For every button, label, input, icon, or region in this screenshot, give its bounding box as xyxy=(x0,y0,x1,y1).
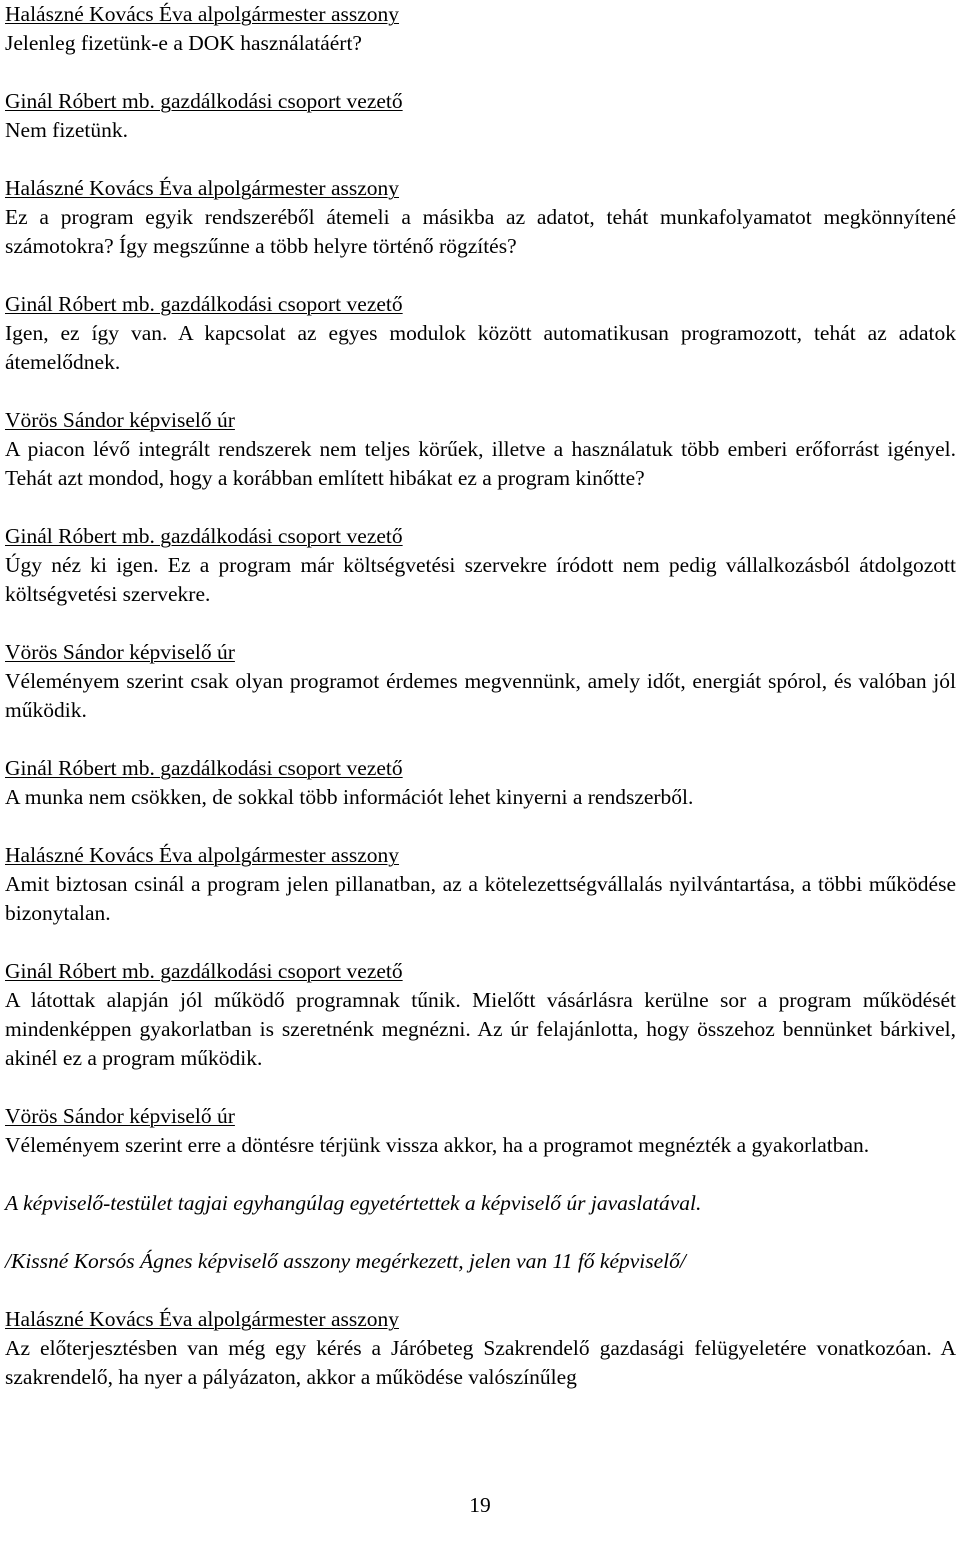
speech-text: Véleményem szerint csak olyan programot érdemes megvennünk, amely időt, energiát spórol, és valóban jól működik. xyxy=(5,669,956,722)
speaker-name: Ginál Róbert mb. gazdálkodási csoport vezető xyxy=(5,89,403,113)
speaker-name: Ginál Róbert mb. gazdálkodási csoport vezető xyxy=(5,292,403,316)
attendance-note: /Kissné Korsós Ágnes képviselő asszony megérkezett, jelen van 11 fő képviselő/ xyxy=(5,1249,686,1273)
speech-text: Amit biztosan csinál a program jelen pillanatban, az a kötelezettségvállalás nyilvántartása, a többi működése bizonytalan. xyxy=(5,872,956,925)
speaker-name: Ginál Róbert mb. gazdálkodási csoport vezető xyxy=(5,959,403,983)
speech-block xyxy=(5,174,956,261)
speech-block xyxy=(5,1305,956,1392)
speaker-name: Halászné Kovács Éva alpolgármester asszony xyxy=(5,2,400,26)
speech-text: Igen, ez így van. A kapcsolat az egyes modulok között automatikusan programozott, tehát az adatok átemelődnek. xyxy=(5,321,956,374)
speech-text: Jelenleg fizetünk-e a DOK használatáért? xyxy=(5,31,362,55)
speech-text: A piacon lévő integrált rendszerek nem teljes körűek, illetve a használatuk több emberi erőforrást igényel. Tehát azt mondod, hogy a korábban említett hibákat ez a program kinőtte? xyxy=(5,437,956,490)
speaker-name: Ginál Róbert mb. gazdálkodási csoport vezető xyxy=(5,756,403,780)
speech-block xyxy=(5,1102,956,1160)
speech-text: Ez a program egyik rendszeréből átemeli a másikba az adatot, tehát munkafolyamatot megkönnyítené számotokra? Így megszűnne a több helyre történő rögzítés? xyxy=(5,205,956,258)
resolution-note: A képviselő-testület tagjai egyhangúlag egyetértettek a képviselő úr javaslatával. xyxy=(5,1191,702,1215)
speech-block xyxy=(5,406,956,493)
speech-block xyxy=(5,0,956,58)
speech-block xyxy=(5,754,956,812)
speech-text: Véleményem szerint erre a döntésre térjünk vissza akkor, ha a programot megnézték a gyakorlatban. xyxy=(5,1133,870,1157)
speech-block xyxy=(5,290,956,377)
speech-block xyxy=(5,522,956,609)
speech-block xyxy=(5,87,956,145)
speech-text: A látottak alapján jól működő programnak tűnik. Mielőtt vásárlásra kerülne sor a program működését mindenképpen gyakorlatban is szeretnénk megnézni. Az úr felajánlotta, hogy összehoz bennünket bárkivel, akinél ez a program működik. xyxy=(5,988,956,1070)
speaker-name: Vörös Sándor képviselő úr xyxy=(5,408,235,432)
speaker-name: Halászné Kovács Éva alpolgármester asszony xyxy=(5,1307,400,1331)
speaker-name: Vörös Sándor képviselő úr xyxy=(5,1104,235,1128)
speaker-name: Halászné Kovács Éva alpolgármester asszony xyxy=(5,843,400,867)
speech-text: Úgy néz ki igen. Ez a program már költségvetési szervekre íródott nem pedig vállalkozásból átdolgozott költségvetési szervekre. xyxy=(5,553,956,606)
speaker-name: Halászné Kovács Éva alpolgármester asszony xyxy=(5,176,400,200)
page-number: 19 xyxy=(469,1493,491,1517)
speech-text: A munka nem csökken, de sokkal több információt lehet kinyerni a rendszerből. xyxy=(5,785,694,809)
speaker-name: Vörös Sándor képviselő úr xyxy=(5,640,235,664)
speech-text: Az előterjesztésben van még egy kérés a Járóbeteg Szakrendelő gazdasági felügyeletére vonatkozóan. A szakrendelő, ha nyer a pályázaton, akkor a működése valószínűleg xyxy=(5,1336,956,1389)
speech-block xyxy=(5,841,956,928)
speech-block xyxy=(5,638,956,725)
speech-text: Nem fizetünk. xyxy=(5,118,128,142)
speaker-name: Ginál Róbert mb. gazdálkodási csoport vezető xyxy=(5,524,403,548)
document-body xyxy=(5,0,956,1421)
speech-block xyxy=(5,957,956,1073)
